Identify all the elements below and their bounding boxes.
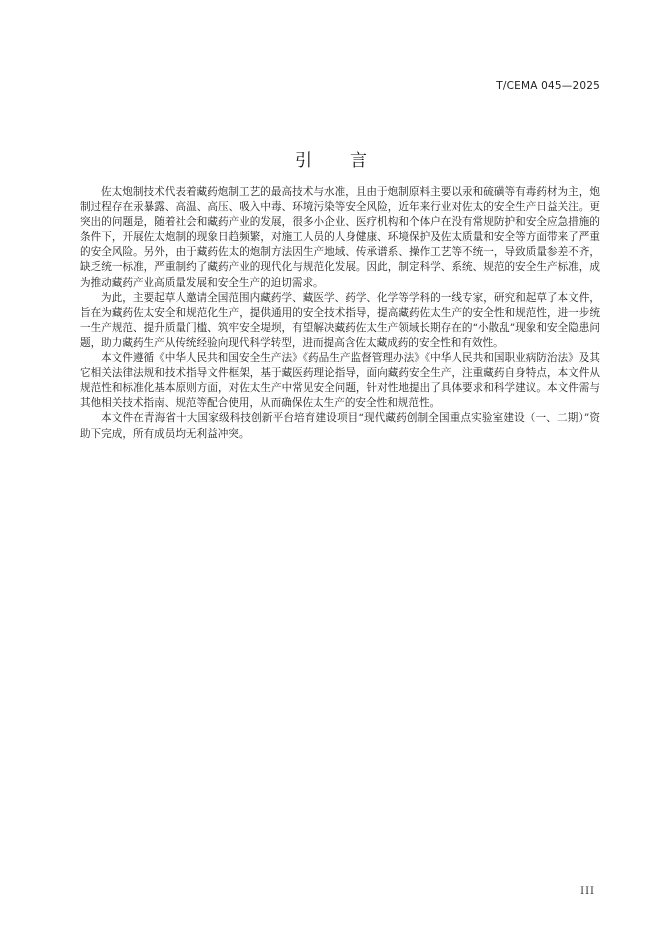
paragraph: 本文件在青海省十大国家级科技创新平台培育建设项目“现代藏药创制全国重点实验室建设（一、二期）”资助下完成，所有成员均无利益冲突。 bbox=[80, 412, 600, 440]
paragraph: 本文件遵循《中华人民共和国安全生产法》《药品生产监督管理办法》《中华人民共和国职业病防治法》及其它相关法律法规和技术指导文件框架，基于藏医药理论指导，面向藏药安全生产，注重藏药自身特点，本文件从规范性和标准化基本原则方面，对佐太生产中常见安全问题，针对性地提出了具体要求和科学建议。本文件需与其他相关技术指南、规范等配合使用，从而确保佐太生产的安全性和规范性。 bbox=[80, 352, 600, 410]
page-title: 引言 bbox=[295, 151, 405, 171]
page-number: III bbox=[580, 886, 595, 897]
paragraph: 佐太炮制技术代表着藏药炮制工艺的最高技术与水准，且由于炮制原料主要以汞和硫磺等有毒药材为主，炮制过程存在汞暴露、高温、高压、吸入中毒、环境污染等安全风险，近年来行业对佐太的安全生产日益关注。更突出的问题是，随着社会和藏药产业的发展，很多小企业、医疗机构和个体户在没有常规防护和安全应急措施的条件下，开展佐太炮制的现象日趋频繁，对施工人员的人身健康、环境保护及佐太质量和安全等方面带来了严重的安全风险。另外，由于藏药佐太的炮制方法因生产地域、传承谱系、操作工艺等不统一，导致质量参差不齐，缺乏统一标准，严重制约了藏药产业的现代化与规范化发展。因此，制定科学、系统、规范的安全生产标准，成为推动藏药产业高质量发展和安全生产的迫切需求。 bbox=[80, 186, 600, 289]
document-body bbox=[80, 185, 600, 442]
document-code: T/CEMA 045—2025 bbox=[496, 80, 600, 92]
paragraph: 为此，主要起草人邀请全国范围内藏药学、藏医学、药学、化学等学科的一线专家，研究和起草了本文件，旨在为藏药佐太安全和规范化生产，提供通用的安全技术指导，提高藏药佐太生产的安全性和规范性，进一步统一生产规范、提升质量门槛、筑牢安全堤坝，有望解决藏药佐太生产领域长期存在的“小散乱”现象和安全隐患问题，助力藏药生产从传统经验向现代科学转型，进而提高含佐太藏成药的安全性和有效性。 bbox=[80, 291, 600, 349]
